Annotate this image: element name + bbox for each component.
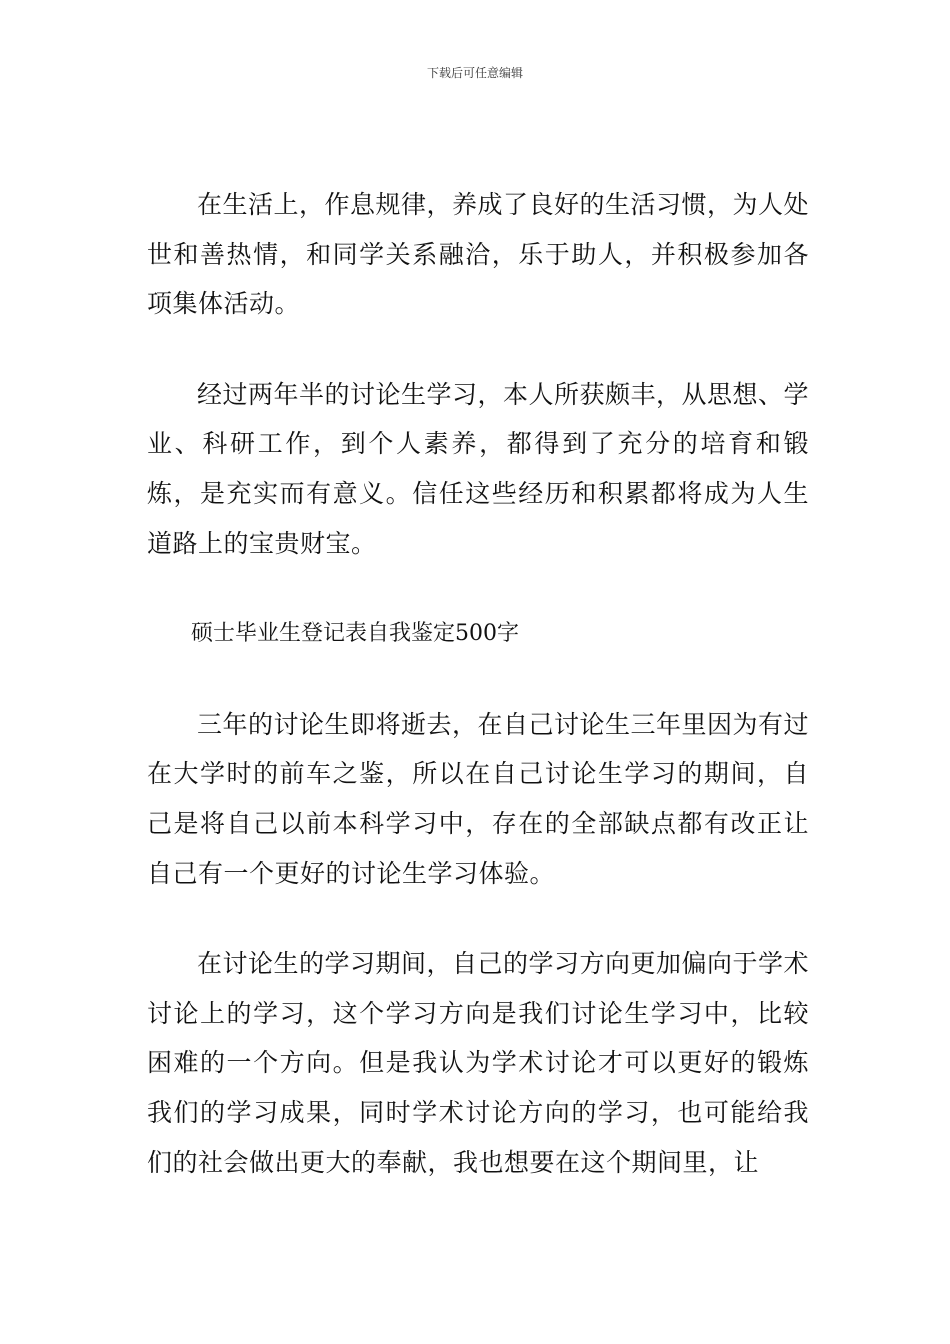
paragraph-life: 在生活上，作息规律，养成了良好的生活习惯，为人处世和善热情，和同学关系融洽，乐于助人，并积极参加各项集体活动。 (147, 190, 810, 319)
paragraph-study: 在讨论生的学习期间，自己的学习方向更加偏向于学术讨论上的学习，这个学习方向是我们讨论生学习中，比较困难的一个方向。但是我认为学术讨论才可以更好的锻炼我们的学习成果，同时学术讨论方向的学习，也可能给我们的社会做出更大的奉献，我也想要在这个期间里，让 (147, 949, 810, 1177)
paragraph-intro: 三年的讨论生即将逝去，在自己讨论生三年里因为有过在大学时的前车之鉴，所以在自己讨论生学习的期间，自己是将自己以前本科学习中，存在的全部缺点都有改正让自己有一个更好的讨论生学习体验。 (147, 709, 810, 888)
paragraph-summary: 经过两年半的讨论生学习，本人所获颇丰，从思想、学业、科研工作，到个人素养，都得到了充分的培育和锻炼，是充实而有意义。信任这些经历和积累都将成为人生道路上的宝贵财宝。 (147, 379, 810, 558)
document-body (147, 180, 809, 1187)
page-header: 下载后可任意编辑 (426, 66, 523, 80)
section-heading: 硕士毕业生登记表自我鉴定500字 (191, 621, 519, 647)
